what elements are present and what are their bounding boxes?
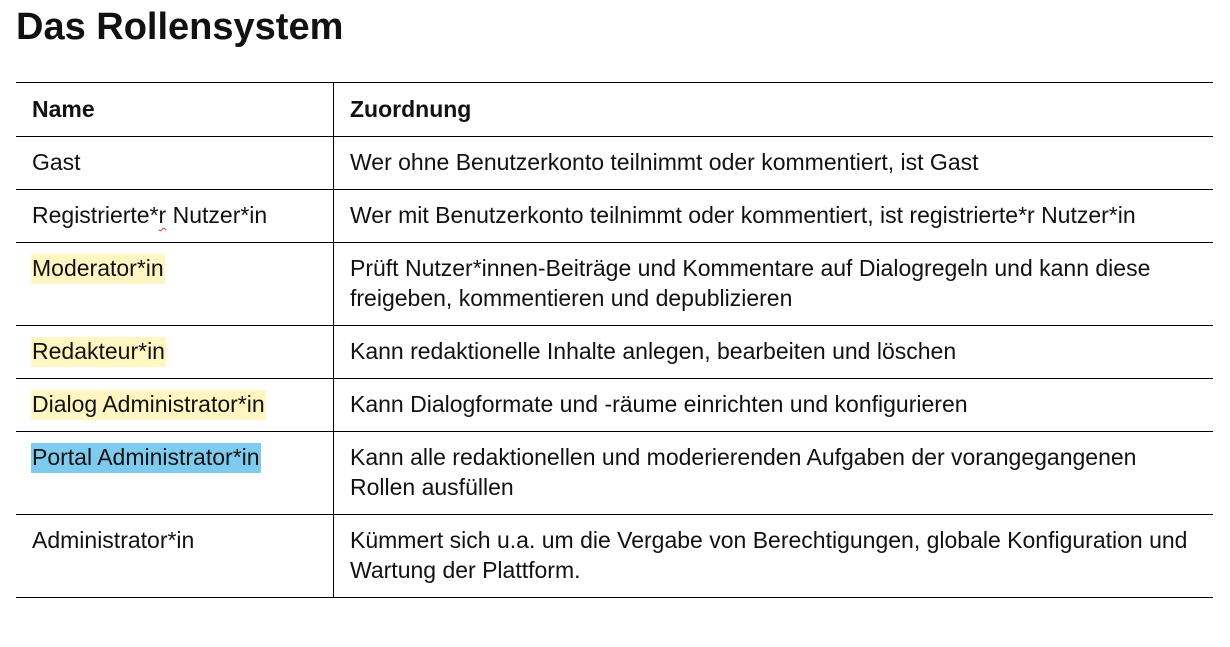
role-name-cell <box>16 190 334 243</box>
role-name-part: Registrierte* <box>32 202 159 228</box>
roles-table <box>16 82 1213 598</box>
role-name: Administrator*in <box>32 527 195 553</box>
role-description-cell: Wer ohne Benutzerkonto teilnimmt oder kommentiert, ist Gast <box>334 137 1214 190</box>
role-name: Gast <box>32 149 81 175</box>
highlighted-role-name: Dialog Administrator*in <box>31 390 266 420</box>
highlighted-role-name: Portal Administrator*in <box>31 443 261 473</box>
role-description-cell: Wer mit Benutzerkonto teilnimmt oder kommentiert, ist registrierte*r Nutzer*in <box>334 190 1214 243</box>
role-name-part: Nutzer*in <box>166 202 268 228</box>
role-name-cell <box>16 326 334 379</box>
table-row <box>16 379 1213 432</box>
role-description-cell: Kann redaktionelle Inhalte anlegen, bearbeiten und löschen <box>334 326 1214 379</box>
table-row <box>16 137 1213 190</box>
table-row <box>16 515 1213 598</box>
role-name-cell <box>16 379 334 432</box>
role-description-cell: Kann Dialogformate und -räume einrichten und konfigurieren <box>334 379 1214 432</box>
role-description-cell: Prüft Nutzer*innen-Beiträge und Kommentare auf Dialogregeln und kann diese freigeben, kommentieren und depublizieren <box>334 243 1214 326</box>
highlighted-role-name: Redakteur*in <box>31 337 166 367</box>
column-header-assignment: Zuordnung <box>334 83 1214 137</box>
highlighted-role-name: Moderator*in <box>31 254 165 284</box>
role-description-cell: Kann alle redaktionellen und moderierenden Aufgaben der vorangegangenen Rollen ausfüllen <box>334 432 1214 515</box>
table-header-row <box>16 83 1213 137</box>
role-name-cell <box>16 137 334 190</box>
table-row <box>16 190 1213 243</box>
spellcheck-marked-text: r <box>158 202 167 228</box>
column-header-name: Name <box>16 83 334 137</box>
role-name-cell <box>16 243 334 326</box>
table-row <box>16 326 1213 379</box>
role-name <box>32 202 267 228</box>
page-title: Das Rollensystem <box>16 6 344 48</box>
role-description-cell: Kümmert sich u.a. um die Vergabe von Berechtigungen, globale Konfiguration und Wartung der Plattform. <box>334 515 1214 598</box>
role-name-cell <box>16 432 334 515</box>
table-row <box>16 243 1213 326</box>
role-name-cell <box>16 515 334 598</box>
table-row <box>16 432 1213 515</box>
